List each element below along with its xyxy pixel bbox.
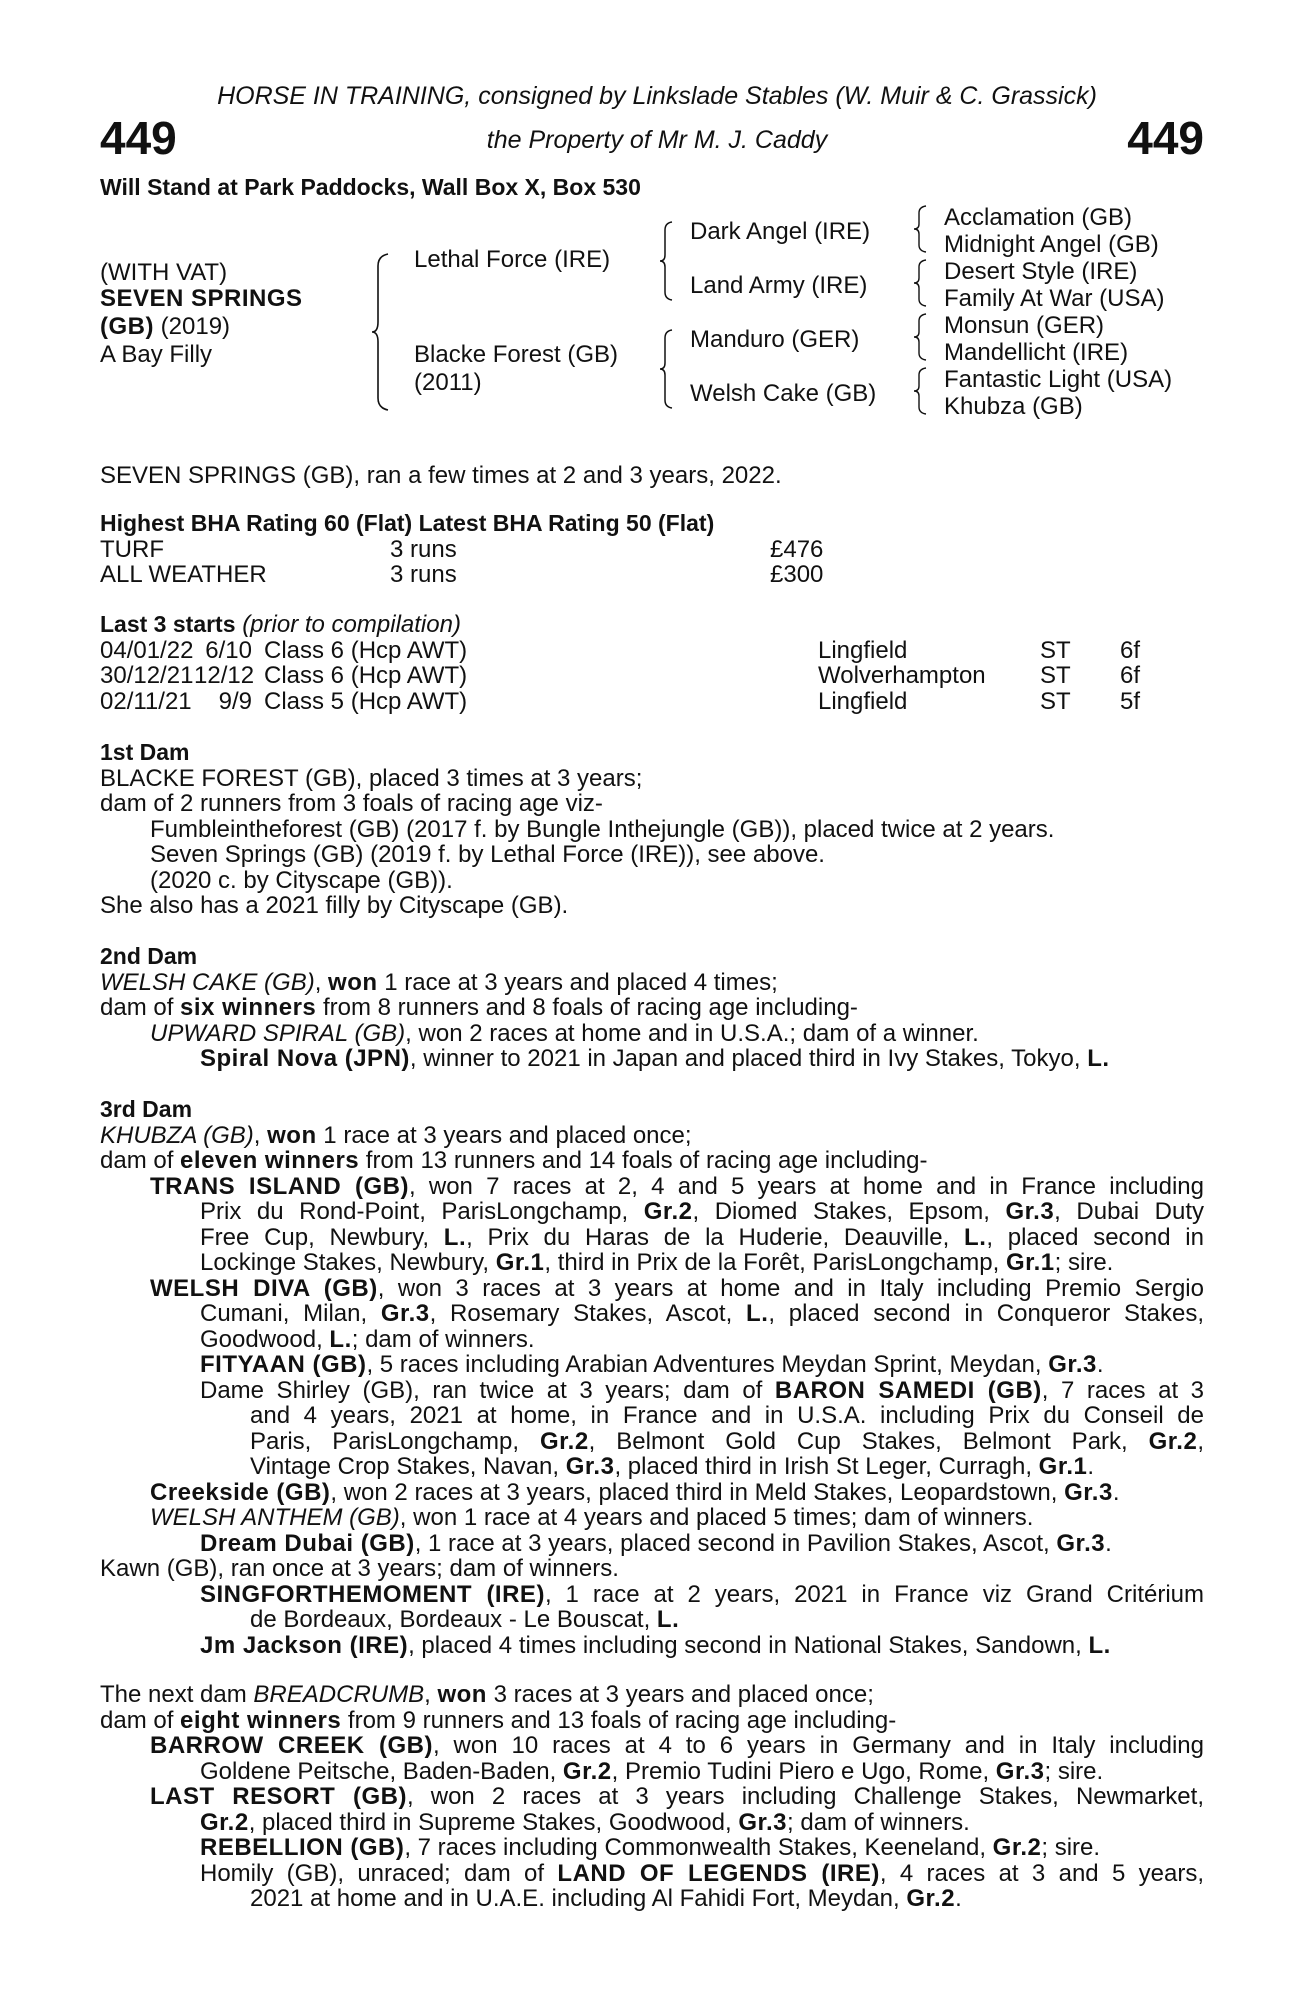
text-line: REBELLION (GB), 7 races including Commonwealth Stakes, Keeneland, Gr.2; sire. (200, 1834, 1101, 1861)
dam: Blacke Forest (GB) (414, 341, 619, 368)
text-line: Dream Dubai (GB), 1 race at 3 years, placed second in Pavilion Stakes, Ascot, Gr.3. (200, 1529, 1112, 1557)
text-line: Creekside (GB), won 2 races at 3 years, placed third in Meld Stakes, Leopardstown, Gr.3. (150, 1478, 1120, 1506)
stand-line: Will Stand at Park Paddocks, Wall Box X, Box 530 (100, 174, 641, 200)
text-line: WELSH DIVA (GB), won 3 races at 3 years at home and in Italy including Premio Sergio (150, 1274, 1204, 1302)
text-line: TRANS ISLAND (GB), won 7 races at 2, 4 and 5 years at home and in France including (150, 1172, 1204, 1200)
vat-label: (WITH VAT) (100, 259, 228, 286)
text-line: dam of eight winners from 9 runners and 13 foals of racing age including- (100, 1706, 897, 1734)
text-line: FITYAAN (GB), 5 races including Arabian Adventures Meydan Sprint, Meydan, Gr.3. (200, 1351, 1104, 1378)
brace-sd (914, 258, 928, 308)
brace-sire (660, 220, 674, 302)
text-line: The next dam BREADCRUMB, won 3 races at 3 years and placed once; (100, 1681, 874, 1708)
second-dam-block (100, 944, 1204, 1072)
dd-dam: Khubza (GB) (944, 393, 1083, 420)
dam-sire: Manduro (GER) (690, 326, 860, 353)
start-row: 04/01/22 6/10 Class 6 (Hcp AWT) Lingfield ST 6f (100, 636, 1141, 664)
text-line: and 4 years, 2021 at home, in France and in U.S.A. including Prix du Conseil de (250, 1402, 1204, 1429)
text-line: de Bordeaux, Bordeaux - Le Bouscat, L. (250, 1606, 680, 1633)
text-line: Spiral Nova (JPN), winner to 2021 in Japan and placed third in Ivy Stakes, Tokyo, L. (200, 1045, 1110, 1072)
brace-dd (914, 366, 928, 416)
text-line: Goodwood, L.; dam of winners. (200, 1325, 535, 1353)
racing-summary: SEVEN SPRINGS (GB), ran a few times at 2 and 3 years, 2022. (100, 462, 782, 489)
sd-dam: Family At War (USA) (944, 285, 1165, 312)
last-starts-heading: Last 3 starts (prior to compilation) (100, 611, 461, 638)
third-dam-block (100, 1097, 1204, 1658)
text-line: Prix du Rond-Point, ParisLongchamp, Gr.2, Diomed Stakes, Epsom, Gr.3, Dubai Duty (200, 1198, 1205, 1225)
text-line: dam of eleven winners from 13 runners and 14 foals of racing age including- (100, 1147, 928, 1174)
horse-description: A Bay Filly (100, 341, 213, 368)
text-line: Fumbleintheforest (GB) (2017 f. by Bungle Inthejungle (GB)), placed twice at 2 years. (150, 815, 1055, 843)
ratings-row: ALL WEATHER 3 runs £300 (100, 561, 824, 588)
ss-sire: Acclamation (GB) (944, 204, 1133, 231)
ds-sire: Monsun (GER) (944, 312, 1105, 339)
third-dam-heading: 3rd Dam (100, 1096, 193, 1122)
brace-main (372, 252, 392, 412)
text-line: BARROW CREEK (GB), won 10 races at 4 to 6 years in Germany and in Italy including (150, 1732, 1204, 1759)
start-row: 02/11/21 9/9 Class 5 (Hcp AWT) Lingfield ST 5f (100, 687, 1141, 715)
first-dam-heading: 1st Dam (100, 739, 190, 765)
text-line: Goldene Peitsche, Baden-Baden, Gr.2, Premio Tudini Piero e Ugo, Rome, Gr.3; sire. (200, 1757, 1104, 1785)
text-line: LAST RESORT (GB), won 2 races at 3 years including Challenge Stakes, Newmarket, (150, 1783, 1204, 1810)
text-line: Kawn (GB), ran once at 3 years; dam of winners. (100, 1555, 619, 1582)
text-line: dam of 2 runners from 3 foals of racing age viz- (100, 790, 603, 817)
ratings-block (100, 511, 1204, 588)
property-line: the Property of Mr M. J. Caddy (486, 126, 828, 154)
dam-year: (2011) (414, 369, 482, 396)
lot-number-left: 449 (100, 112, 177, 164)
horse-name: SEVEN SPRINGS (100, 285, 303, 312)
brace-ds (914, 312, 928, 362)
ratings-row: TURF 3 runs £476 (100, 535, 824, 563)
lot-number-right: 449 (1127, 112, 1204, 164)
ds-dam: Mandellicht (IRE) (944, 339, 1129, 366)
sire-dam: Land Army (IRE) (690, 272, 868, 299)
text-line: Seven Springs (GB) (2019 f. by Lethal Force (IRE)), see above. (150, 841, 825, 868)
horse-origin-year: (GB) (2019) (100, 313, 231, 340)
text-line: Cumani, Milan, Gr.3, Rosemary Stakes, Ascot, L., placed second in Conqueror Stakes, (200, 1300, 1204, 1327)
ratings-heading: Highest BHA Rating 60 (Flat) Latest BHA Rating 50 (Flat) (100, 510, 715, 536)
text-line: SINGFORTHEMOMENT (IRE), 1 race at 2 years, 2021 in France viz Grand Critérium (200, 1580, 1204, 1608)
text-line: She also has a 2021 filly by Cityscape (GB). (100, 892, 569, 919)
text-line: Vintage Crop Stakes, Navan, Gr.3, placed third in Irish St Leger, Curragh, Gr.1. (250, 1453, 1095, 1480)
start-row: 30/12/21 12/12 Class 6 (Hcp AWT) Wolverhampton ST 6f (100, 662, 1141, 689)
text-line: WELSH ANTHEM (GB), won 1 race at 4 years and placed 5 times; dam of winners. (150, 1504, 1034, 1531)
sire: Lethal Force (IRE) (414, 246, 611, 273)
text-line: 2021 at home and in U.A.E. including Al Fahidi Fort, Meydan, Gr.2. (250, 1885, 962, 1912)
text-line: Paris, ParisLongchamp, Gr.2, Belmont Gold Cup Stakes, Belmont Park, Gr.2, (250, 1427, 1204, 1455)
text-line: Free Cup, Newbury, L., Prix du Haras de la Huderie, Deauville, L., placed second in (200, 1223, 1204, 1251)
text-line: Lockinge Stakes, Newbury, Gr.1, third in Prix de la Forêt, ParisLongchamp, Gr.1; sire. (200, 1249, 1114, 1276)
text-line: (2020 c. by Cityscape (GB)). (150, 866, 453, 894)
dd-sire: Fantastic Light (USA) (944, 366, 1173, 393)
dam-dam: Welsh Cake (GB) (690, 380, 877, 407)
sd-sire: Desert Style (IRE) (944, 258, 1138, 285)
text-line: KHUBZA (GB), won 1 race at 3 years and placed once; (100, 1121, 692, 1149)
first-dam-block (100, 740, 1204, 919)
ss-dam: Midnight Angel (GB) (944, 231, 1159, 258)
brace-dam (660, 328, 674, 410)
text-line: Dame Shirley (GB), ran twice at 3 years; dam of BARON SAMEDI (GB), 7 races at 3 (200, 1376, 1204, 1404)
next-dam-block (100, 1682, 1204, 1912)
brace-ss (914, 204, 928, 254)
text-line: Jm Jackson (IRE), placed 4 times including second in National Stakes, Sandown, L. (200, 1631, 1111, 1659)
second-dam-heading: 2nd Dam (100, 943, 198, 969)
text-line: Homily (GB), unraced; dam of LAND OF LEGENDS (IRE), 4 races at 3 and 5 years, (200, 1859, 1204, 1887)
last-starts-block (100, 612, 1204, 714)
text-line: UPWARD SPIRAL (GB), won 2 races at home and in U.S.A.; dam of a winner. (150, 1019, 979, 1047)
consignor-line: HORSE IN TRAINING, consigned by Linkslade Stables (W. Muir & C. Grassick) (217, 82, 1097, 110)
text-line: WELSH CAKE (GB), won 1 race at 3 years and placed 4 times; (100, 968, 778, 996)
text-line: Gr.2, placed third in Supreme Stakes, Goodwood, Gr.3; dam of winners. (200, 1808, 970, 1836)
text-line: dam of six winners from 8 runners and 8 foals of racing age including- (100, 994, 858, 1021)
sire-sire: Dark Angel (IRE) (690, 218, 871, 245)
text-line: BLACKE FOREST (GB), placed 3 times at 3 years; (100, 764, 643, 792)
